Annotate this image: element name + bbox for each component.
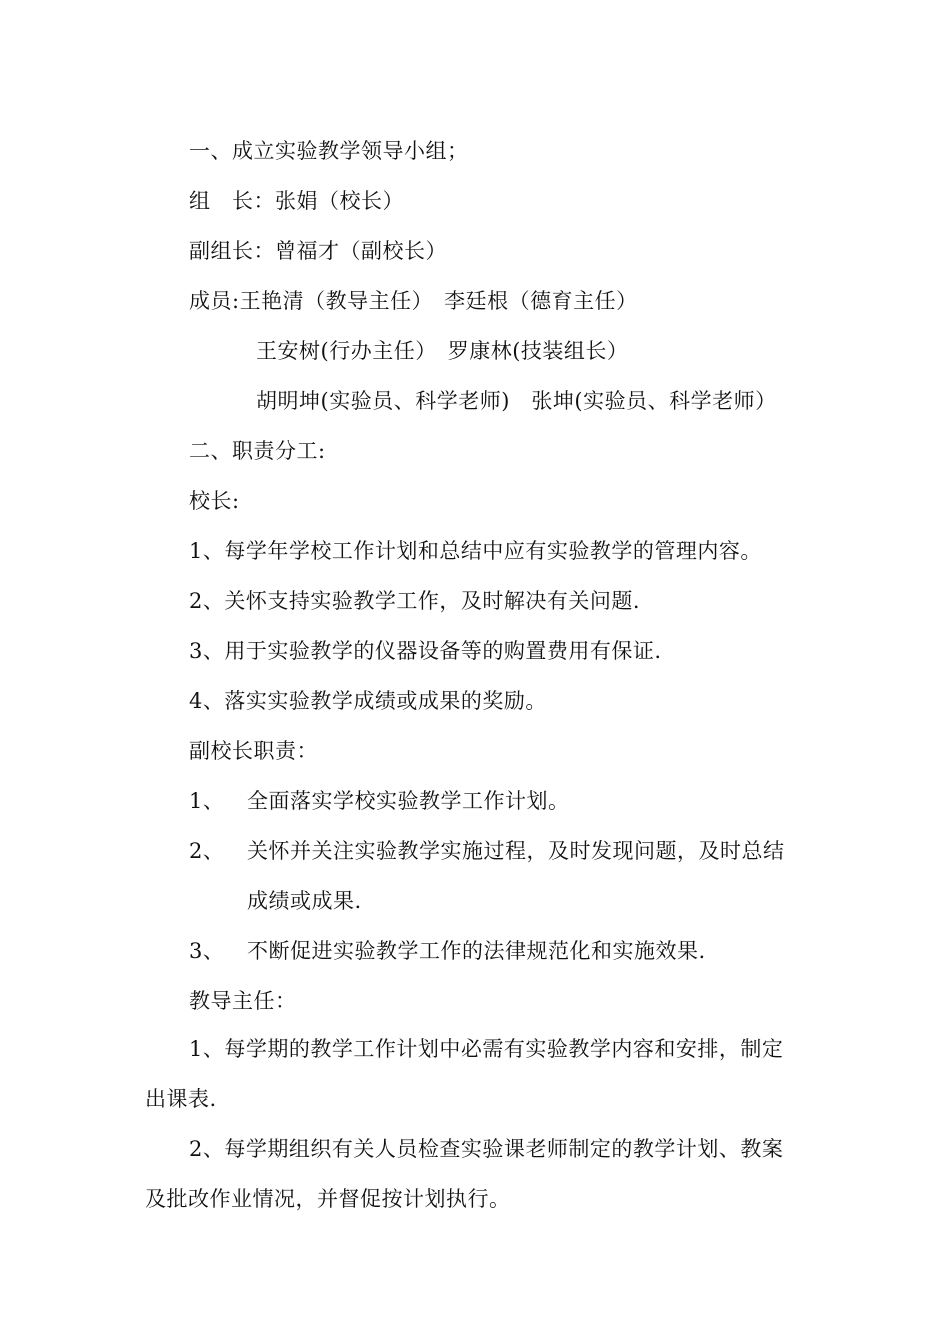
section1-heading: 一、成立实验教学领导小组；: [189, 139, 469, 163]
dean-title: 教导主任：: [189, 989, 297, 1013]
members-line-1: 成员:王艳清（教导主任） 李廷根（德育主任）: [189, 289, 638, 313]
vice-principal-item-continuation: 成绩或成果.: [247, 889, 362, 913]
members-line-3: 胡明坤(实验员、科学老师) 张坤(实验员、科学老师）: [256, 389, 777, 413]
item-number: 3、: [189, 939, 225, 963]
item-number: 1、: [189, 789, 225, 813]
members-line-2: 王安树(行办主任） 罗康林(技装组长）: [256, 339, 629, 363]
dean-item-line2: 及批改作业情况，并督促按计划执行。: [145, 1187, 511, 1211]
section2-heading: 二、职责分工:: [189, 439, 326, 463]
item-text: 全面落实学校实验教学工作计划。: [247, 789, 570, 813]
item-number: 2、: [189, 839, 225, 863]
vice-leader-line: 副组长：曾福才（副校长）: [189, 239, 447, 263]
dean-item-line1: 2、每学期组织有关人员检查实验课老师制定的教学计划、教案: [189, 1137, 784, 1161]
vice-principal-item: [189, 937, 706, 965]
dean-item-line1: 1、每学期的教学工作计划中必需有实验教学内容和安排，制定: [189, 1037, 784, 1061]
principal-item: 3、用于实验教学的仪器设备等的购置费用有保证.: [189, 639, 662, 663]
item-text: 关怀并关注实验教学实施过程，及时发现问题，及时总结: [247, 839, 785, 863]
dean-item-line2: 出课表.: [145, 1087, 217, 1111]
item-text: 不断促进实验教学工作的法律规范化和实施效果.: [247, 939, 706, 963]
vice-principal-title: 副校长职责：: [189, 739, 318, 763]
principal-item: 2、关怀支持实验教学工作，及时解决有关问题.: [189, 589, 641, 613]
vice-principal-item: [189, 837, 785, 865]
vice-principal-item: [189, 787, 570, 815]
principal-title: 校长:: [189, 489, 240, 513]
leader-line: 组 长：张娟（校长）: [189, 189, 404, 213]
principal-item: 1、每学年学校工作计划和总结中应有实验教学的管理内容。: [189, 539, 762, 563]
principal-item: 4、落实实验教学成绩或成果的奖励。: [189, 689, 547, 713]
